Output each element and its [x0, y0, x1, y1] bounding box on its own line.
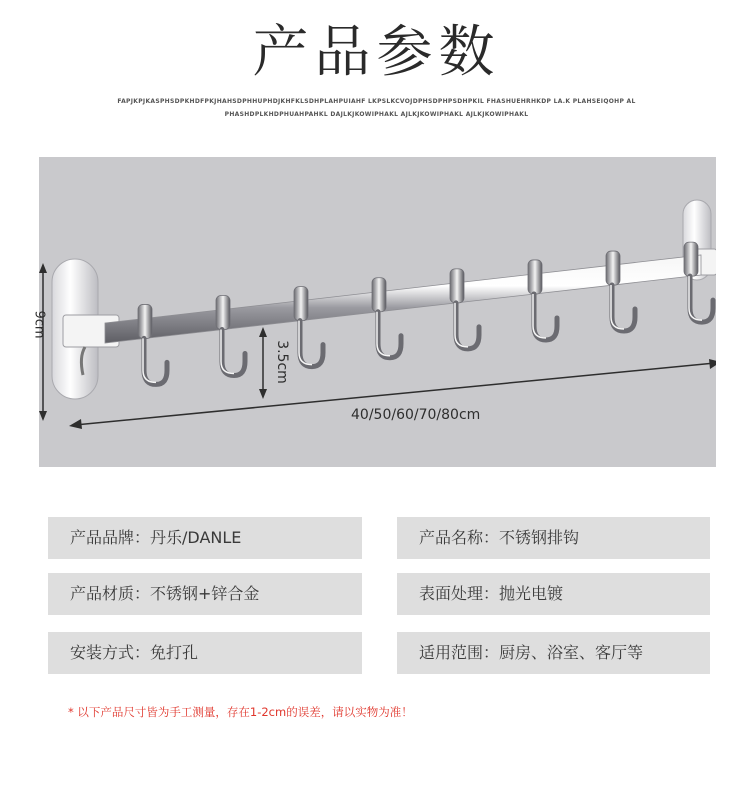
spec-install [48, 632, 362, 674]
spec-scope-key: 适用范围： [419, 643, 500, 662]
spec-brand-key: 产品品牌： [70, 528, 151, 547]
spec-scope-value: 厨房、浴室、客厅等 [499, 643, 644, 662]
subtitle-line-2: PHASHDPLKHDPHUAHPAHKL DAJLKJKOWIPHAKL AJLKJKOWIPHAKL AJLKJKOWIPHAKL [224, 111, 529, 118]
hook-length-label: 3.5cm [273, 340, 290, 384]
spec-surface-key: 表面处理： [419, 584, 500, 603]
spec-name [397, 517, 710, 559]
product-image-panel [31, 157, 716, 467]
spec-brand [48, 517, 362, 559]
measurement-note: * 以下产品尺寸皆为手工测量，存在1-2cm的误差，请以实物为准！ [68, 705, 413, 719]
height-dimension [39, 263, 47, 421]
spec-scope [397, 632, 710, 674]
spec-name-key: 产品名称： [419, 528, 500, 547]
spec-install-value: 免打孔 [150, 643, 199, 662]
spec-material-value: 不锈钢+锌合金 [150, 584, 260, 603]
spec-install-key: 安装方式： [70, 643, 151, 662]
rail-length-label: 40/50/60/70/80cm [351, 407, 481, 423]
spec-material [48, 573, 362, 615]
subtitle-line-1: FAPJKPJKASPHSDPKHDFPKJHAHSDPHHUPHDJKHFKLSDHPLAHPUIAHF LKPSLKCVOJDPHSDPHPSDHPKIL FHASHUEHRHKDP LA.K PLAHSEIQOHP AL [117, 98, 636, 105]
spec-brand-value: 丹乐/DANLE [150, 528, 242, 547]
spec-surface [397, 573, 710, 615]
hook-dimension [259, 327, 267, 399]
page-title: 产品参数 [252, 20, 501, 85]
spec-material-key: 产品材质： [70, 584, 151, 603]
spec-surface-value: 抛光电镀 [499, 584, 564, 603]
spec-name-value: 不锈钢排钩 [499, 528, 580, 547]
height-label: 9cm [31, 310, 47, 339]
